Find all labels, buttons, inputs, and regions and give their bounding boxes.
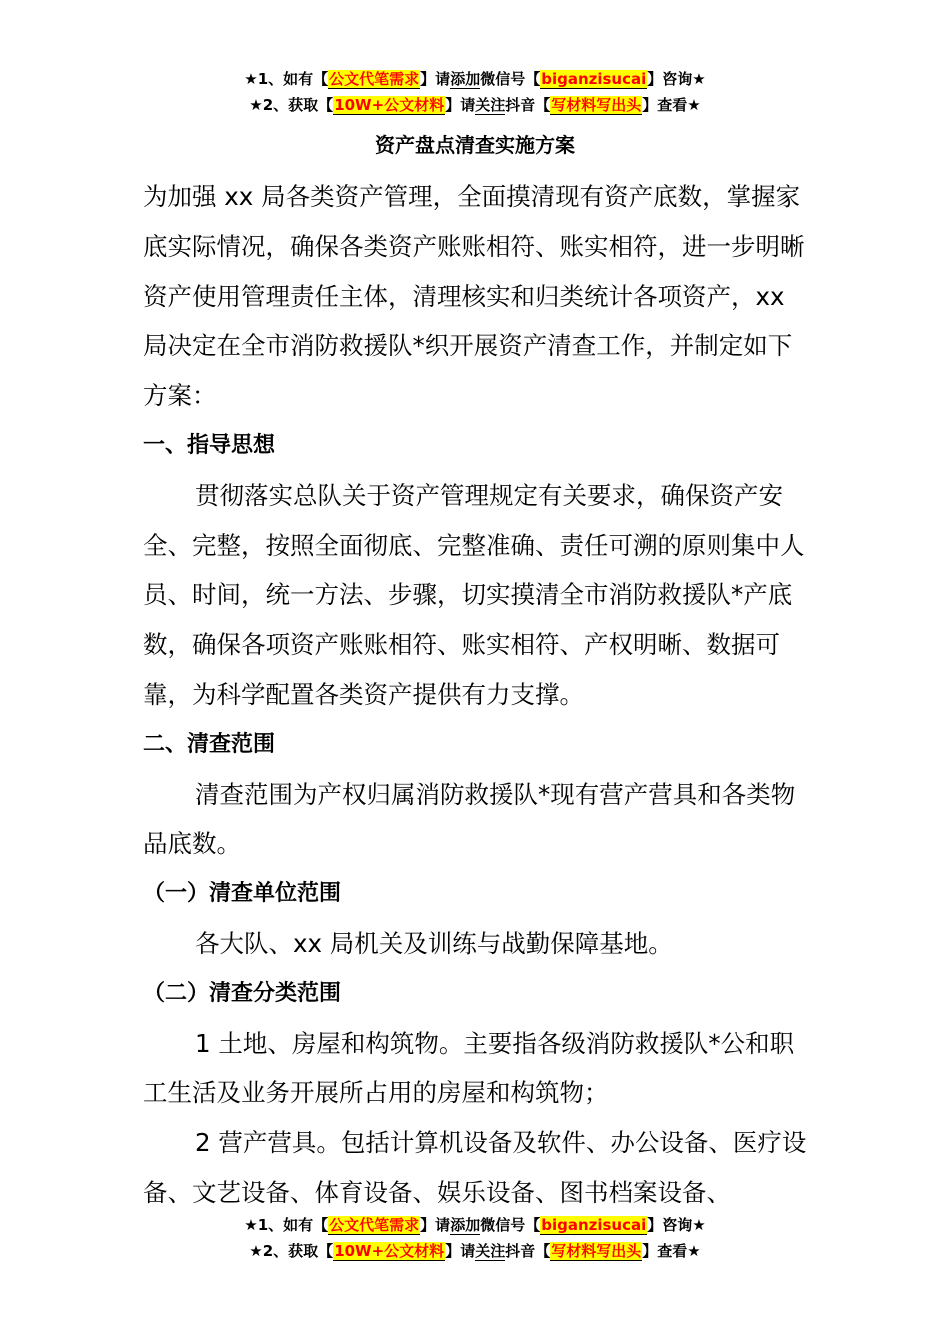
banner-underline: 添加 <box>450 1216 481 1234</box>
header-banner <box>0 66 950 118</box>
banner-text: 】请 <box>420 70 451 88</box>
banner-text: 抖音【 <box>505 96 551 114</box>
banner-highlight: biganzisucai <box>541 1216 647 1234</box>
footer-banner <box>0 1212 950 1264</box>
banner-text: 】请 <box>420 1216 451 1234</box>
subsection-heading-category-scope: （二）清查分类范围 <box>143 980 342 1006</box>
banner-text: ★2、获取【 <box>249 96 334 114</box>
banner-text: ★1、如有【 <box>244 70 329 88</box>
banner-highlight: 写材料写出头 <box>551 1242 642 1260</box>
section-heading-guiding-thought: 一、指导思想 <box>143 432 276 458</box>
subsection-heading-unit-scope: （一）清查单位范围 <box>143 881 342 907</box>
banner-highlight: 公文代笔需求 <box>329 1216 420 1234</box>
banner-line-1 <box>0 1212 950 1238</box>
banner-underline: 关注 <box>475 1242 506 1260</box>
banner-text: 抖音【 <box>505 1242 551 1260</box>
banner-underline: 关注 <box>475 96 506 114</box>
banner-text: ★2、获取【 <box>249 1242 334 1260</box>
section-heading-scope: 二、清查范围 <box>143 731 276 757</box>
intro-paragraph: 为加强 xx 局各类资产管理，全面摸清现有资产底数，掌握家底实际情况，确保各类资产账账相符、账实相符，进一步明晰资产使用管理责任主体，清理核实和归类统计各项资产，xx 局决定在全市消防救援队*织开展资产清查工作，并制定如下方案： <box>143 182 805 411</box>
banner-text: 】咨询★ <box>647 70 706 88</box>
banner-highlight: 写材料写出头 <box>551 96 642 114</box>
banner-line-1 <box>0 66 950 92</box>
banner-text: 】请 <box>445 96 476 114</box>
banner-text: 微信号【 <box>480 70 541 88</box>
section-paragraph: 清查范围为产权归属消防救援队*现有营产营具和各类物品底数。 <box>143 779 796 859</box>
banner-text: 】查看★ <box>642 96 701 114</box>
banner-line-2 <box>0 1238 950 1264</box>
banner-text: 】咨询★ <box>647 1216 706 1234</box>
list-item: 2 营产营具。包括计算机设备及软件、办公设备、医疗设备、文艺设备、体育设备、娱乐设备、图书档案设备、 <box>143 1128 807 1207</box>
banner-text: ★1、如有【 <box>244 1216 329 1234</box>
section-paragraph: 贯彻落实总队关于资产管理规定有关要求，确保资产安全、完整，按照全面彻底、完整准确、责任可溯的原则集中人员、时间，统一方法、步骤，切实摸清全市消防救援队*产底数，确保各项资产账账相符、账实相符、产权明晰、数据可靠，为科学配置各类资产提供有力支撑。 <box>143 480 805 709</box>
banner-underline: 添加 <box>450 70 481 88</box>
document-title: 资产盘点清查实施方案 <box>375 133 575 157</box>
banner-highlight: biganzisucai <box>541 70 647 88</box>
section-paragraph: 各大队、xx 局机关及训练与战勤保障基地。 <box>195 928 673 958</box>
list-item: 1 土地、房屋和构筑物。主要指各级消防救援队*公和职工生活及业务开展所占用的房屋和构筑物； <box>143 1028 795 1108</box>
banner-text: 】请 <box>445 1242 476 1260</box>
banner-line-2 <box>0 92 950 118</box>
banner-highlight: 10W+公文材料 <box>334 1242 445 1260</box>
banner-highlight: 10W+公文材料 <box>334 96 445 114</box>
banner-text: 微信号【 <box>480 1216 541 1234</box>
document-body <box>143 172 811 1218</box>
banner-text: 】查看★ <box>642 1242 701 1260</box>
banner-highlight: 公文代笔需求 <box>329 70 420 88</box>
